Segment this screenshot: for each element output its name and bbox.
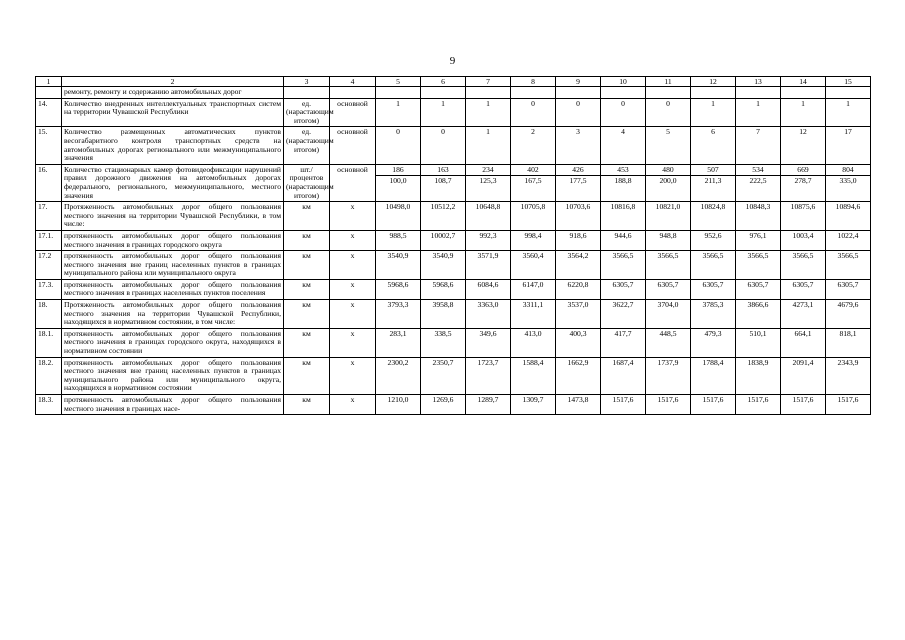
value-cell [781, 87, 826, 99]
table-row [36, 279, 871, 299]
table-row [36, 87, 871, 99]
indicator-name-cell: протяженность автомобильных дорог общего пользования местного значения вне границ населенных пунктов в границах муниципального района или муниципального округа, находящихся в нормативном состоянии [62, 357, 284, 394]
value-cell: 283,1 [376, 328, 421, 357]
value-cell: 3622,7 [601, 300, 646, 329]
table-row [36, 230, 871, 250]
value-cell: 1517,6 [601, 395, 646, 415]
value-cell: 3564,2 [556, 251, 601, 280]
table-row [36, 202, 871, 231]
value-cell: 1723,7 [466, 357, 511, 394]
row-number-cell: 18.2. [36, 357, 62, 394]
header-cell: 10 [601, 77, 646, 87]
value-cell: 3537,0 [556, 300, 601, 329]
value-cell: 10512,2 [421, 202, 466, 231]
value-cell: 17 [826, 127, 871, 164]
value-cell: 948,8 [646, 230, 691, 250]
unit-cell: км [284, 395, 330, 415]
value-cell: 918,6 [556, 230, 601, 250]
value-cell [646, 87, 691, 99]
unit-cell: шт./ процентов (нарастающим итогом) [284, 164, 330, 201]
value-cell: 3566,5 [826, 251, 871, 280]
value-cell: 1003,4 [781, 230, 826, 250]
page-number: 9 [449, 55, 456, 67]
value-count: 669 [781, 165, 825, 177]
value-cell: 1269,6 [421, 395, 466, 415]
value-cell [691, 87, 736, 99]
row-number-cell: 17.1. [36, 230, 62, 250]
value-cell: 6220,8 [556, 279, 601, 299]
indicator-type-cell: х [330, 300, 376, 329]
value-cell: 1517,6 [691, 395, 736, 415]
header-cell: 1 [36, 77, 62, 87]
value-cell [556, 164, 601, 201]
header-cell: 7 [466, 77, 511, 87]
value-cell: 1289,7 [466, 395, 511, 415]
unit-cell: ед. (нарастающим итогом) [284, 98, 330, 127]
value-cell: 6305,7 [601, 279, 646, 299]
header-cell: 3 [284, 77, 330, 87]
header-cell: 8 [511, 77, 556, 87]
unit-cell [284, 87, 330, 99]
value-count: 480 [646, 165, 690, 177]
value-count: 402 [511, 165, 555, 177]
value-cell: 3560,4 [511, 251, 556, 280]
value-percent: 108,7 [434, 176, 452, 186]
value-cell [826, 87, 871, 99]
value-cell: 1517,6 [646, 395, 691, 415]
value-cell: 6084,6 [466, 279, 511, 299]
indicator-name-cell: ремонту, ремонту и содержанию автомобильных дорог [62, 87, 284, 99]
value-cell: 664,1 [781, 328, 826, 357]
header-cell: 5 [376, 77, 421, 87]
value-cell [466, 164, 511, 201]
indicator-name-cell: Количество размещенных автоматических пунктов весогабаритного контроля транспортных средств на автомобильных дорогах регионального или межмуниципального значения [62, 127, 284, 164]
table-row [36, 300, 871, 329]
value-count: 453 [601, 165, 645, 177]
value-cell: 3866,6 [736, 300, 781, 329]
value-count: 804 [826, 165, 870, 177]
indicator-type-cell [330, 87, 376, 99]
value-cell [511, 87, 556, 99]
indicator-type-cell: х [330, 230, 376, 250]
value-percent: 211,3 [704, 176, 722, 186]
value-cell: 2 [511, 127, 556, 164]
value-cell: 3958,8 [421, 300, 466, 329]
value-cell: 10498,0 [376, 202, 421, 231]
value-cell: 4 [601, 127, 646, 164]
indicator-name-cell: Протяженность автомобильных дорог общего пользования местного значения на территории Чувашской Республики, в том числе: [62, 202, 284, 231]
header-cell: 6 [421, 77, 466, 87]
value-cell [601, 87, 646, 99]
value-cell [556, 87, 601, 99]
value-cell: 1588,4 [511, 357, 556, 394]
value-cell: 3793,3 [376, 300, 421, 329]
value-cell: 6147,0 [511, 279, 556, 299]
value-cell [376, 87, 421, 99]
table-row [36, 357, 871, 394]
header-cell: 13 [736, 77, 781, 87]
value-cell: 0 [556, 98, 601, 127]
header-cell: 11 [646, 77, 691, 87]
indicator-type-cell: х [330, 357, 376, 394]
value-cell: 3566,5 [691, 251, 736, 280]
row-number-cell: 18.3. [36, 395, 62, 415]
header-cell: 15 [826, 77, 871, 87]
table-row [36, 127, 871, 164]
value-cell: 3566,5 [601, 251, 646, 280]
value-cell: 3363,0 [466, 300, 511, 329]
value-cell: 976,1 [736, 230, 781, 250]
unit-cell: км [284, 300, 330, 329]
value-cell: 448,5 [646, 328, 691, 357]
value-cell: 10821,0 [646, 202, 691, 231]
value-cell: 6305,7 [691, 279, 736, 299]
value-cell [511, 164, 556, 201]
value-cell [421, 164, 466, 201]
value-cell: 0 [421, 127, 466, 164]
value-cell: 3704,0 [646, 300, 691, 329]
value-percent: 200,0 [659, 176, 677, 186]
unit-cell: км [284, 230, 330, 250]
value-cell: 3785,3 [691, 300, 736, 329]
value-cell: 3566,5 [781, 251, 826, 280]
value-cell: 413,0 [511, 328, 556, 357]
value-cell: 1 [691, 98, 736, 127]
row-number-cell [36, 87, 62, 99]
value-cell: 10703,6 [556, 202, 601, 231]
value-cell: 510,1 [736, 328, 781, 357]
value-cell [826, 164, 871, 201]
value-cell: 3311,1 [511, 300, 556, 329]
value-count: 163 [421, 165, 465, 177]
row-number-cell: 18. [36, 300, 62, 329]
value-cell: 400,3 [556, 328, 601, 357]
value-cell: 944,6 [601, 230, 646, 250]
value-cell [736, 87, 781, 99]
value-percent: 335,0 [839, 176, 857, 186]
value-cell: 6305,7 [646, 279, 691, 299]
value-cell: 1517,6 [781, 395, 826, 415]
value-cell: 10894,6 [826, 202, 871, 231]
table-row [36, 328, 871, 357]
value-cell: 10875,6 [781, 202, 826, 231]
value-cell: 6305,7 [826, 279, 871, 299]
value-cell: 3566,5 [736, 251, 781, 280]
row-number-cell: 18.1. [36, 328, 62, 357]
value-cell: 0 [511, 98, 556, 127]
value-cell: 1517,6 [826, 395, 871, 415]
value-cell [601, 164, 646, 201]
value-cell: 4273,1 [781, 300, 826, 329]
value-cell [421, 87, 466, 99]
row-number-cell: 17.2 [36, 251, 62, 280]
value-cell: 1 [421, 98, 466, 127]
value-cell: 10648,8 [466, 202, 511, 231]
value-cell: 5968,6 [421, 279, 466, 299]
row-number-cell: 14. [36, 98, 62, 127]
value-cell: 1 [466, 98, 511, 127]
value-count: 186 [376, 165, 420, 177]
value-cell: 2300,2 [376, 357, 421, 394]
value-cell [646, 164, 691, 201]
value-percent: 188,8 [614, 176, 632, 186]
value-percent: 278,7 [794, 176, 812, 186]
value-cell: 1 [781, 98, 826, 127]
value-cell: 2343,9 [826, 357, 871, 394]
table-body [36, 77, 871, 415]
value-cell: 7 [736, 127, 781, 164]
indicator-name-cell: Протяженность автомобильных дорог общего пользования местного значения на территории Чувашской Республики, находящихся в нормативном состоянии, в том числе: [62, 300, 284, 329]
value-cell: 1687,4 [601, 357, 646, 394]
value-cell: 2350,7 [421, 357, 466, 394]
value-cell: 6305,7 [736, 279, 781, 299]
indicator-type-cell: основной [330, 98, 376, 127]
indicator-type-cell: основной [330, 164, 376, 201]
indicator-type-cell: х [330, 279, 376, 299]
table-row [36, 395, 871, 415]
indicator-type-cell: х [330, 202, 376, 231]
value-count: 234 [466, 165, 510, 177]
value-cell: 10848,3 [736, 202, 781, 231]
value-cell: 3540,9 [376, 251, 421, 280]
value-percent: 167,5 [524, 176, 542, 186]
value-cell: 1 [736, 98, 781, 127]
indicator-name-cell: протяженность автомобильных дорог общего пользования местного значения в границах насе- [62, 395, 284, 415]
value-cell: 1022,4 [826, 230, 871, 250]
value-cell: 5 [646, 127, 691, 164]
value-cell: 5968,6 [376, 279, 421, 299]
value-cell: 10002,7 [421, 230, 466, 250]
value-cell: 12 [781, 127, 826, 164]
value-cell [691, 164, 736, 201]
table-row [36, 98, 871, 127]
unit-cell: ед. (нарастающим итогом) [284, 127, 330, 164]
header-cell: 2 [62, 77, 284, 87]
value-cell: 6305,7 [781, 279, 826, 299]
value-count: 534 [736, 165, 780, 177]
value-percent: 177,5 [569, 176, 587, 186]
header-cell: 14 [781, 77, 826, 87]
header-cell: 12 [691, 77, 736, 87]
table-row [36, 164, 871, 201]
unit-cell: км [284, 357, 330, 394]
indicator-type-cell: х [330, 251, 376, 280]
value-cell: 1 [826, 98, 871, 127]
header-cell: 9 [556, 77, 601, 87]
value-percent: 222,5 [749, 176, 767, 186]
value-percent: 100,0 [389, 176, 407, 186]
value-cell: 4679,6 [826, 300, 871, 329]
value-cell: 992,3 [466, 230, 511, 250]
value-cell: 3 [556, 127, 601, 164]
indicator-name-cell: Количество внедренных интеллектуальных транспортных систем на территории Чувашской Республики [62, 98, 284, 127]
value-cell: 2091,4 [781, 357, 826, 394]
unit-cell: км [284, 279, 330, 299]
indicator-name-cell: протяженность автомобильных дорог общего пользования местного значения в границах городского округа [62, 230, 284, 250]
value-cell: 1309,7 [511, 395, 556, 415]
value-cell: 952,6 [691, 230, 736, 250]
value-cell: 1838,9 [736, 357, 781, 394]
row-number-cell: 16. [36, 164, 62, 201]
value-cell [781, 164, 826, 201]
value-cell: 3571,9 [466, 251, 511, 280]
value-cell: 0 [376, 127, 421, 164]
value-cell: 3540,9 [421, 251, 466, 280]
value-cell: 3566,5 [646, 251, 691, 280]
indicator-name-cell: протяженность автомобильных дорог общего пользования местного значения в границах городского округа, находящихся в нормативном состоянии [62, 328, 284, 357]
value-cell: 479,3 [691, 328, 736, 357]
value-cell: 1788,4 [691, 357, 736, 394]
indicator-name-cell: протяженность автомобильных дорог общего пользования местного значения вне границ населенных пунктов в границах муниципального района или муниципального округа [62, 251, 284, 280]
value-cell: 349,6 [466, 328, 511, 357]
value-cell: 1473,8 [556, 395, 601, 415]
value-cell: 1210,0 [376, 395, 421, 415]
unit-cell: км [284, 251, 330, 280]
table-row [36, 251, 871, 280]
row-number-cell: 17.3. [36, 279, 62, 299]
indicator-type-cell: х [330, 395, 376, 415]
value-cell: 1662,9 [556, 357, 601, 394]
value-cell: 1 [376, 98, 421, 127]
header-cell: 4 [330, 77, 376, 87]
unit-cell: км [284, 202, 330, 231]
value-cell: 818,1 [826, 328, 871, 357]
indicator-name-cell: протяженность автомобильных дорог общего пользования местного значения в границах населенных пунктов поселения [62, 279, 284, 299]
header-row [36, 77, 871, 87]
value-cell: 417,7 [601, 328, 646, 357]
value-percent: 125,3 [479, 176, 497, 186]
value-cell: 998,4 [511, 230, 556, 250]
row-number-cell: 17. [36, 202, 62, 231]
value-cell: 1 [466, 127, 511, 164]
value-cell: 0 [601, 98, 646, 127]
value-cell [376, 164, 421, 201]
value-count: 507 [691, 165, 735, 177]
value-cell: 10705,8 [511, 202, 556, 231]
value-cell: 1517,6 [736, 395, 781, 415]
value-cell: 10824,8 [691, 202, 736, 231]
value-cell: 1737,9 [646, 357, 691, 394]
value-cell: 338,5 [421, 328, 466, 357]
value-cell [736, 164, 781, 201]
value-cell [466, 87, 511, 99]
indicator-type-cell: основной [330, 127, 376, 164]
value-cell: 10816,8 [601, 202, 646, 231]
value-cell: 0 [646, 98, 691, 127]
indicators-table [35, 76, 871, 415]
value-cell: 988,5 [376, 230, 421, 250]
value-cell: 6 [691, 127, 736, 164]
indicator-name-cell: Количество стационарных камер фотовидеофиксации нарушений правил дорожного движения на автомобильных дорогах федерального, регионального, межмуниципального, местного значения [62, 164, 284, 201]
unit-cell: км [284, 328, 330, 357]
row-number-cell: 15. [36, 127, 62, 164]
indicator-type-cell: х [330, 328, 376, 357]
value-count: 426 [556, 165, 600, 177]
